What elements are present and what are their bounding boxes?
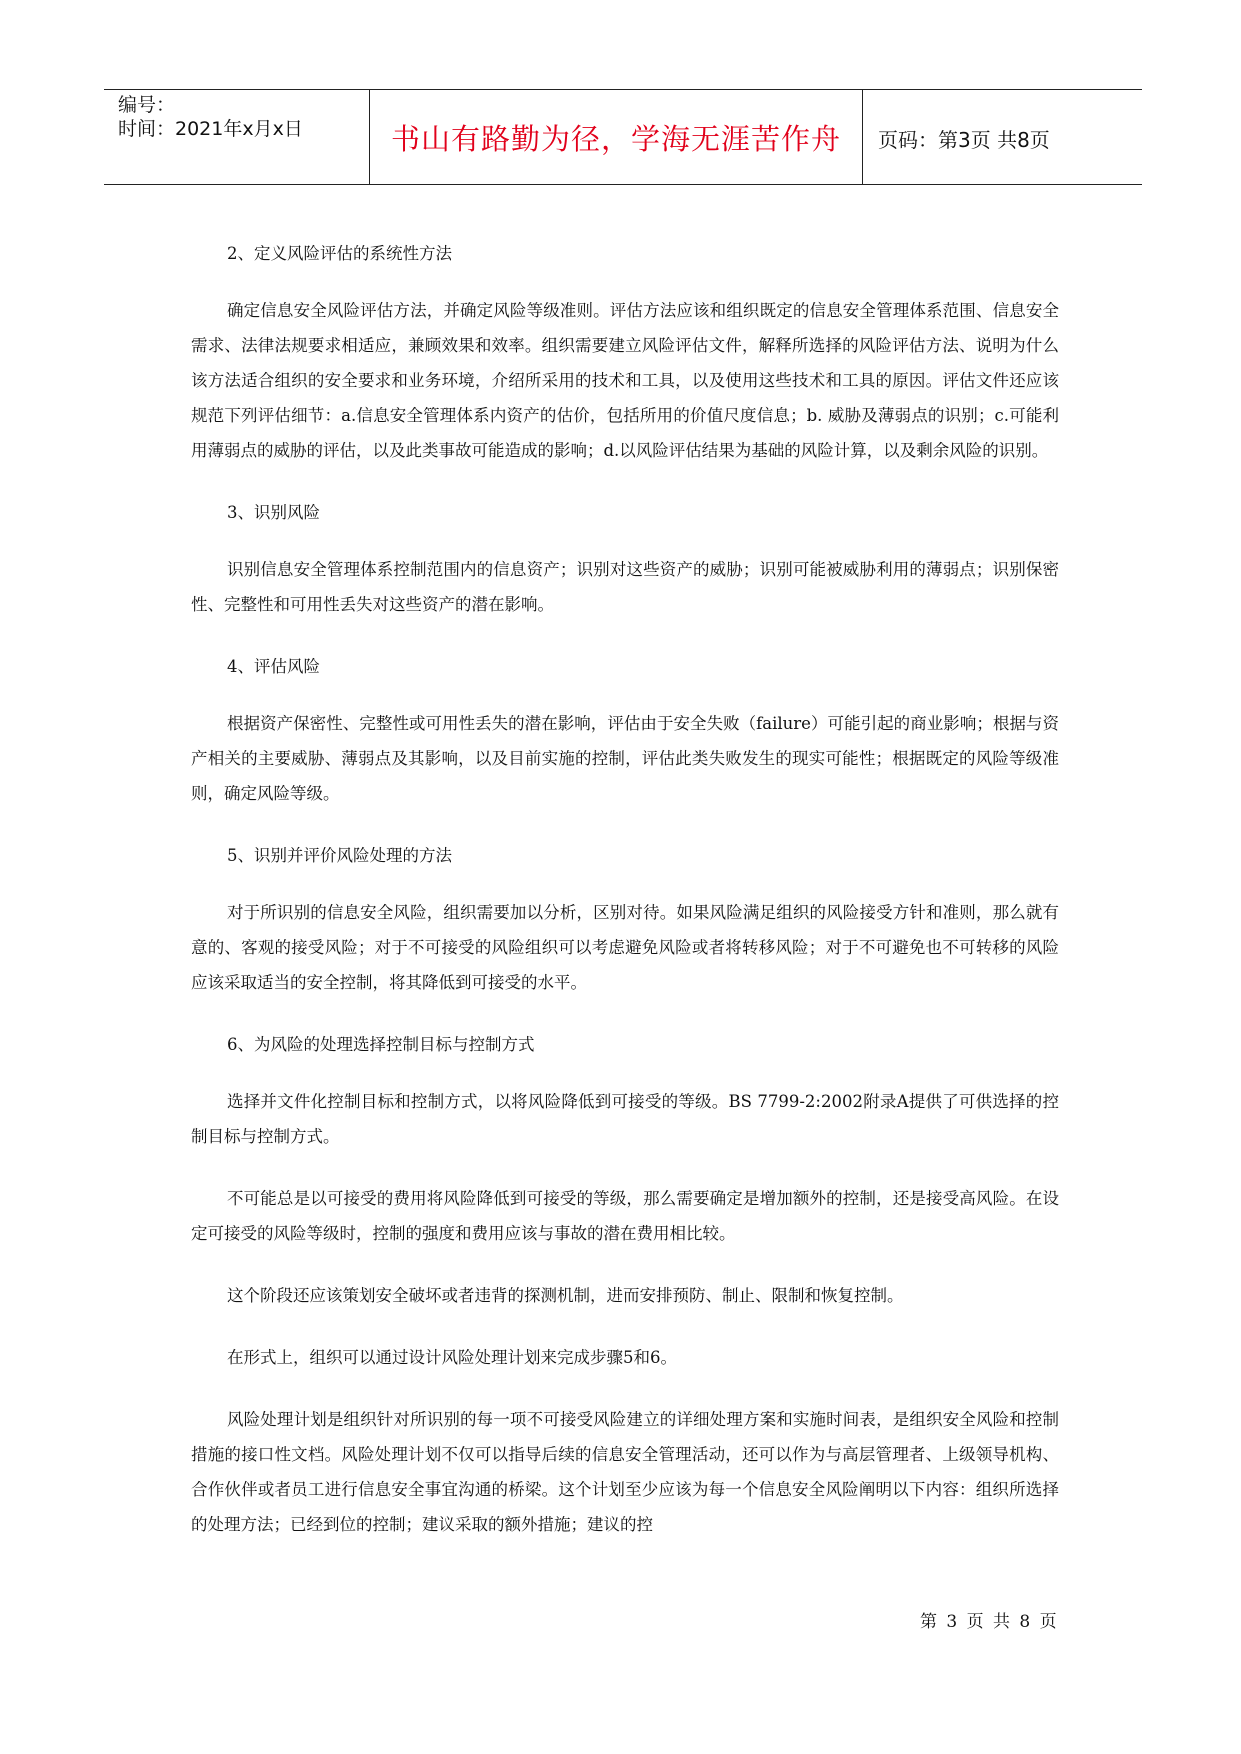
document-body	[191, 236, 1059, 1542]
paragraph: 确定信息安全风险评估方法，并确定风险等级准则。评估方法应该和组织既定的信息安全管理体系范围、信息安全需求、法律法规要求相适应，兼顾效果和效率。组织需要建立风险评估文件，解释所选择的风险评估方法、说明为什么该方法适合组织的安全要求和业务环境，介绍所采用的技术和工具，以及使用这些技术和工具的原因。评估文件还应该规范下列评估细节：a.信息安全管理体系内资产的估价，包括所用的价值尺度信息；b. 威胁及薄弱点的识别；c.可能利用薄弱点的威胁的评估，以及此类事故可能造成的影响；d.以风险评估结果为基础的风险计算，以及剩余风险的识别。	[191, 301, 1059, 460]
header-motto-cell	[370, 90, 863, 184]
header-page-cell	[864, 90, 1142, 184]
section-heading: 5、识别并评价风险处理的方法	[227, 846, 452, 865]
time-label: 时间：2021年x月x日	[118, 118, 303, 140]
page-number-label: 页码：第3页 共8页	[878, 128, 1050, 152]
paragraph: 根据资产保密性、完整性或可用性丢失的潜在影响，评估由于安全失败（failure）可能引起的商业影响；根据与资产相关的主要威胁、薄弱点及其影响，以及目前实施的控制，评估此类失败发生的现实可能性；根据既定的风险等级准则，确定风险等级。	[191, 714, 1059, 803]
document-header	[104, 89, 1142, 185]
section-heading: 3、识别风险	[227, 503, 320, 522]
section-heading: 6、为风险的处理选择控制目标与控制方式	[227, 1035, 535, 1054]
section-heading: 2、定义风险评估的系统性方法	[227, 244, 452, 263]
paragraph: 对于所识别的信息安全风险，组织需要加以分析，区别对待。如果风险满足组织的风险接受方针和准则，那么就有意的、客观的接受风险；对于不可接受的风险组织可以考虑避免风险或者将转移风险；对于不可避免也不可转移的风险应该采取适当的安全控制，将其降低到可接受的水平。	[191, 903, 1059, 992]
motto-text: 书山有路勤为径，学海无涯苦作舟	[390, 122, 841, 156]
section-heading: 4、评估风险	[227, 657, 320, 676]
number-label: 编号：	[118, 94, 176, 116]
paragraph: 选择并文件化控制目标和控制方式，以将风险降低到可接受的等级。BS 7799-2:2002附录A提供了可供选择的控制目标与控制方式。	[191, 1092, 1059, 1146]
paragraph: 风险处理计划是组织针对所识别的每一项不可接受风险建立的详细处理方案和实施时间表，是组织安全风险和控制措施的接口性文档。风险处理计划不仅可以指导后续的信息安全管理活动，还可以作为与高层管理者、上级领导机构、合作伙伴或者员工进行信息安全事宜沟通的桥梁。这个计划至少应该为每一个信息安全风险阐明以下内容：组织所选择的处理方法；已经到位的控制；建议采取的额外措施；建议的控	[191, 1410, 1059, 1534]
paragraph: 在形式上，组织可以通过设计风险处理计划来完成步骤5和6。	[227, 1348, 677, 1367]
paragraph: 这个阶段还应该策划安全破坏或者违背的探测机制，进而安排预防、制止、限制和恢复控制。	[227, 1286, 904, 1305]
paragraph: 不可能总是以可接受的费用将风险降低到可接受的等级，那么需要确定是增加额外的控制，还是接受高风险。在设定可接受的风险等级时，控制的强度和费用应该与事故的潜在费用相比较。	[191, 1189, 1059, 1243]
header-meta-cell	[104, 90, 370, 184]
page-footer: 第 3 页 共 8 页	[920, 1612, 1059, 1632]
paragraph: 识别信息安全管理体系控制范围内的信息资产；识别对这些资产的威胁；识别可能被威胁利用的薄弱点；识别保密性、完整性和可用性丢失对这些资产的潜在影响。	[191, 560, 1059, 614]
